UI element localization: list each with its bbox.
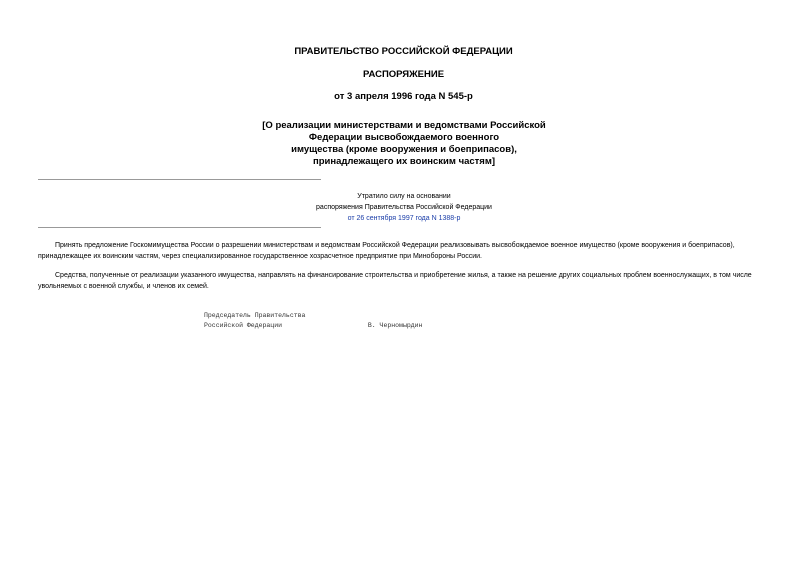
signer-name: В. Черномырдин [367, 322, 423, 329]
repeal-order-link[interactable]: от 26 сентября 1997 года N 1388-р [347, 215, 461, 222]
status-note-line: распоряжения Правительства Российской Федерации [316, 204, 492, 211]
status-note-line: Утратило силу на основании [357, 193, 451, 200]
subject-line: имущества (кроме вооружения и боеприпасов), [291, 144, 517, 155]
paragraph-line: принадлежащее их воинским частям, через специализированное государственное хозрасчетное предприятие при Минобороны России. [38, 253, 483, 260]
document-subject [250, 120, 558, 168]
body-paragraph [38, 240, 770, 262]
body-paragraph [38, 270, 770, 292]
subject-line: Федерации высвобождаемого военного [308, 132, 500, 143]
divider-bottom [38, 227, 321, 228]
signer-position-line1: Председатель Правительства [204, 312, 306, 319]
government-title: ПРАВИТЕЛЬСТВО РОССИЙСКОЙ ФЕДЕРАЦИИ [294, 46, 513, 57]
signature-block [204, 311, 422, 331]
paragraph-line: увольняемых с военной службы, и членов их семей. [38, 283, 209, 290]
signer-position-line2: Российской Федерации [204, 322, 283, 329]
status-note [250, 191, 558, 224]
document-date-number: от 3 апреля 1996 года N 545-р [334, 91, 473, 102]
document-type: РАСПОРЯЖЕНИЕ [362, 69, 445, 80]
paragraph-line: Средства, полученные от реализации указанного имущества, направлять на финансирование строительства и приобретение жилья, а также на решение других социальных проблем военнослужащих, в том числе [55, 272, 752, 279]
divider-top [38, 179, 321, 180]
paragraph-line: Принять предложение Госкомимущества России о разрешении министерствам и ведомствам Российской Федерации реализовывать высвобождаемое военное имущество (кроме вооружения и боеприпасов), [55, 242, 735, 249]
subject-line: [О реализации министерствами и ведомствами Российской [262, 120, 546, 131]
subject-line: принадлежащего их воинским частям] [312, 156, 496, 167]
